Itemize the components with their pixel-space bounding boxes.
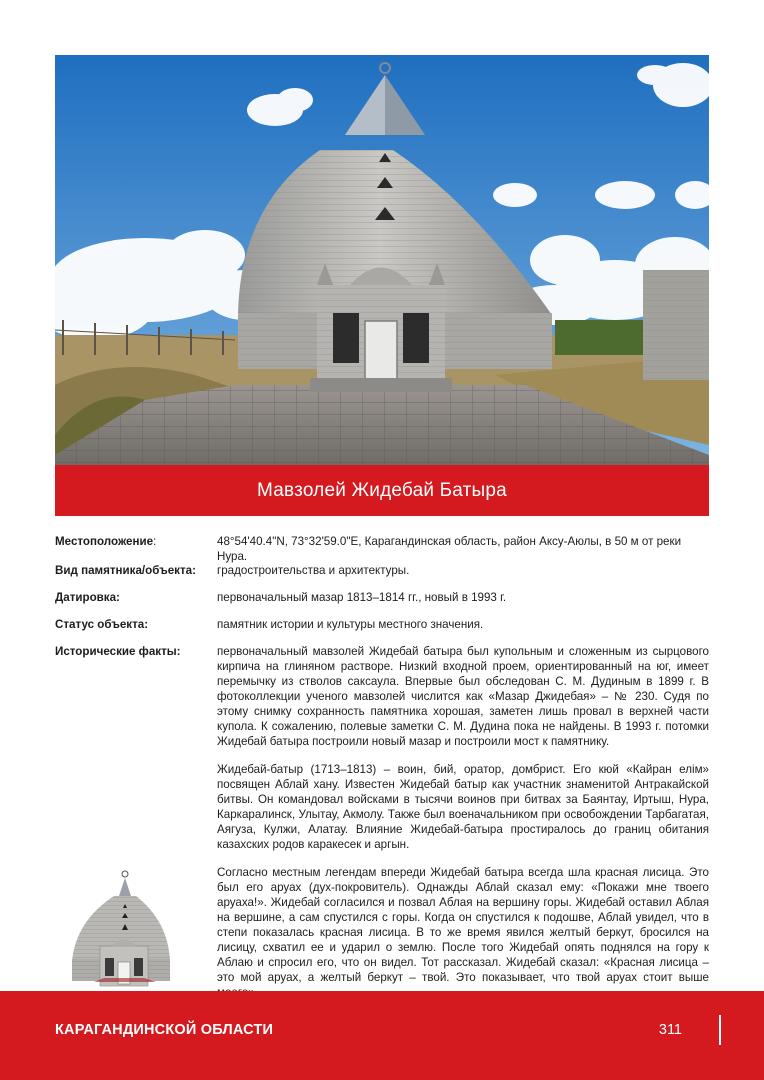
type-label: Вид памятника/объекта: [55, 564, 196, 577]
page-footer [0, 991, 764, 1080]
dating-value: первоначальный мазар 1813–1814 гг., новый в 1993 г. [217, 591, 507, 604]
status-label: Статус объекта: [55, 618, 149, 631]
page-number: 311 [658, 1022, 682, 1038]
type-value: градостроительства и архитектуры. [217, 564, 410, 577]
facts-paragraph-1: первоначальный мавзолей Жидебай батыра был купольным и сложенным из сырцового кирпича на глиняном растворе. Низкий входной проем, ориентированный на юг, имеет перемычку из стволов саксаула. Впервые был обследован С. М. Дудиным в 1899 г. В фотоколлекции ученого мавзолей числится как «Мазар Джидебая» – № 230. Судя по этому снимку сохранность памятника хорошая, заметен лишь провал в верхней части купола. К сожалению, полевые заметки С. М. Дудина пока не найдены. В 1993 г. потомки Жидебай батыра построили новый мазар и построили мост к памятнику. [217, 645, 709, 748]
location-value: 48°54'40.4"N, 73°32'59.0"E, Карагандинская область, район Аксу-Аюлы, в 50 м от реки Нура. [217, 535, 682, 563]
title-text: Мавзолей Жидебай Батыра [257, 479, 507, 501]
field-status [55, 617, 709, 644]
facts-label: Исторические факты: [55, 645, 181, 658]
status-value: памятник истории и культуры местного значения. [217, 618, 484, 631]
field-dating [55, 590, 709, 617]
facts-paragraph-2: Жидебай-батыр (1713–1813) – воин, бий, оратор, домбрист. Его кюй «Кайран елім» посвящен Аблай хану. Известен Жидебай батыр как участник знаменитой Антракайской битвы. Он командовал войсками в тысячи воинов при битвах за Баянтау, Иртыш, Нура, Каркаралинск, Улытау, Акмолу. Также был военачальником при освобождении Тарбагатая, Аягуза, Кулжи, Алатау. Влияние Жидебай-батыра простиралось до границ обитания казахских родов каракесек и аргын. [217, 763, 709, 851]
facts-paragraph-3: Согласно местным легендам впереди Жидебай батыра всегда шла красная лисица. Это был его аруах (дух-покровитель). Однажды Аблай сказал ему: «Покажи мне твоего аруаха!». Жидебай согласился и позвал Аблая на вершину горы. Жидебай оставил Аблая на вершине, а сам спустился с горы. Когда он спустился к подошве, Аблай увидел, что в степи показалась красная лисица. В то же время явился желтый беркут, бросился на лисицу, схватил ее и ударил о землю. После того Жидебай опять поднялся на гору к Аблаю и спросил его, что он видел. Тот рассказал. Жидебай сказал: «Красная лисица – это мой аруах, а желтый беркут – твой. Это показывает, что твой аруах стоит выше [217, 866, 709, 984]
location-label: Местоположение: [55, 535, 157, 548]
field-location [55, 534, 709, 563]
mausoleum-sketch [64, 866, 172, 992]
field-type [55, 563, 709, 590]
dating-label: Датировка: [55, 591, 120, 604]
page-title [55, 465, 709, 516]
footer-divider [719, 1015, 721, 1045]
footer-region: КАРАГАНДИНСКОЙ ОБЛАСТИ [55, 1022, 274, 1038]
mausoleum-photo [55, 55, 709, 465]
facts-text [217, 644, 709, 1013]
